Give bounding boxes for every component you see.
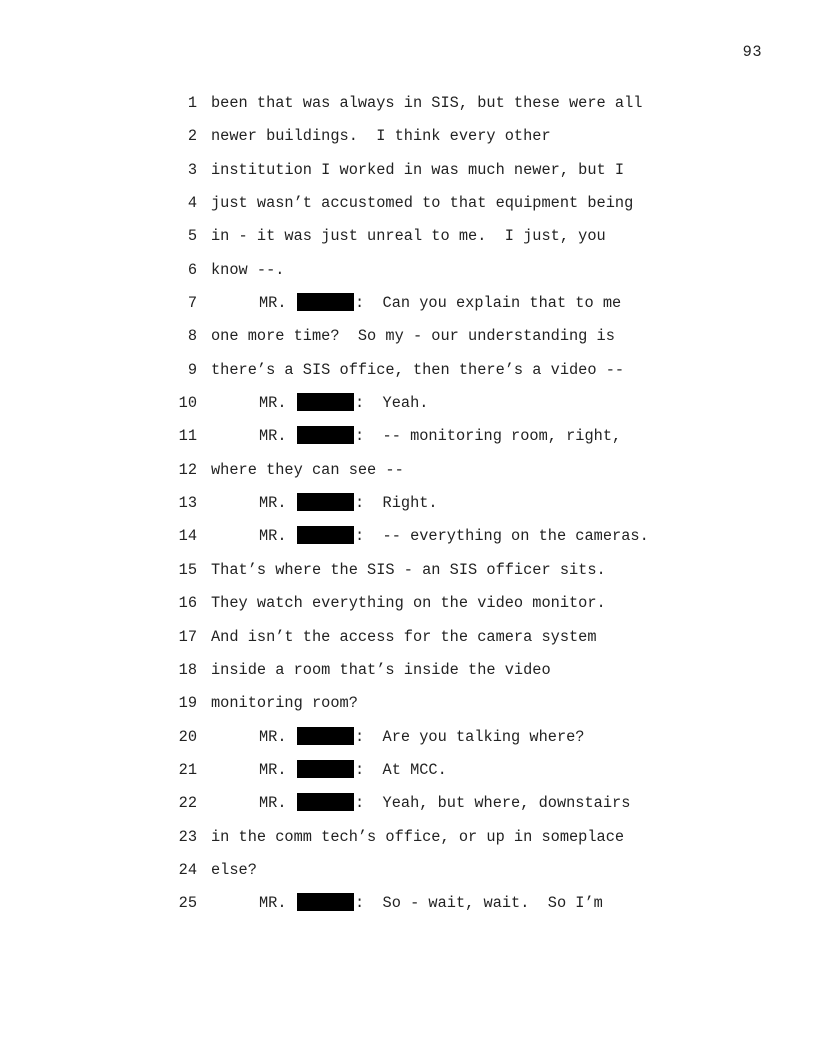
line-text: And isn’t the access for the camera system [211,627,597,646]
speaker-title: MR. [259,760,287,779]
line-number: 1 [187,94,197,112]
line-number: 23 [178,827,197,846]
transcript-line [0,293,816,326]
speaker-title: MR. [259,394,287,413]
line-text: monitoring room? [211,694,358,713]
line-number: 6 [187,260,197,279]
transcript-line [0,93,816,126]
transcript-line [0,526,816,559]
line-number: 20 [178,727,197,746]
line-text: where they can see -- [211,460,404,479]
line-text: else? [211,860,257,879]
transcript-line [0,727,816,760]
transcript-line [0,260,816,293]
line-text: inside a room that’s inside the video [211,660,551,679]
transcript-line [0,593,816,626]
speaker-label [259,393,355,413]
speaker-label [259,893,355,913]
line-number: 24 [178,860,197,879]
speaker-text: : Right. [355,494,438,513]
redaction-block [297,760,354,778]
line-number: 11 [178,427,197,446]
line-text: there’s a SIS office, then there’s a video -- [211,360,625,379]
line-number: 9 [187,360,197,379]
line-text: in the comm tech’s office, or up in someplace [211,827,625,846]
speaker-text: : -- everything on the cameras. [355,527,649,546]
line-number: 8 [187,327,197,346]
redaction-block [297,526,354,544]
redaction-block [297,293,354,311]
line-text: in - it was just unreal to me. I just, you [211,227,606,246]
line-text: been that was always in SIS, but these were all [211,94,643,112]
transcript-line [0,460,816,493]
speaker-title: MR. [259,294,287,313]
line-text: That’s where the SIS - an SIS officer sits. [211,560,606,579]
transcript-line [0,760,816,793]
transcript-line [0,627,816,660]
line-number: 19 [178,694,197,713]
line-text: one more time? So my - our understanding is [211,327,615,346]
speaker-text: : Are you talking where? [355,727,585,746]
transcript-line [0,560,816,593]
line-text: They watch everything on the video monitor. [211,594,606,613]
transcript-line [0,893,816,926]
line-text: know --. [211,260,285,279]
line-number: 4 [187,194,197,213]
line-number: 13 [178,494,197,513]
speaker-label [259,426,355,446]
speaker-label [259,793,355,813]
speaker-text: : Can you explain that to me [355,294,622,313]
redaction-block [297,393,354,411]
redaction-block [297,793,354,811]
transcript-line [0,393,816,426]
line-text: just wasn’t accustomed to that equipment being [211,194,634,213]
transcript-line [0,693,816,726]
speaker-title: MR. [259,527,287,546]
page-number: 93 [742,43,762,61]
speaker-text: : Yeah. [355,394,429,413]
line-number: 21 [178,760,197,779]
transcript-line [0,493,816,526]
line-number: 18 [178,660,197,679]
transcript-line [0,160,816,193]
speaker-title: MR. [259,894,287,913]
line-number: 22 [178,794,197,813]
speaker-title: MR. [259,494,287,513]
transcript-line [0,793,816,826]
transcript-line [0,426,816,459]
line-number: 25 [178,894,197,913]
transcript-line [0,860,816,893]
speaker-text: : At MCC. [355,760,447,779]
speaker-text: : Yeah, but where, downstairs [355,794,631,813]
redaction-block [297,493,354,511]
redaction-block [297,426,354,444]
line-number: 3 [187,160,197,179]
speaker-title: MR. [259,427,287,446]
speaker-label [259,760,355,780]
line-text: institution I worked in was much newer, but I [211,160,625,179]
transcript-body [0,93,816,927]
line-number: 17 [178,627,197,646]
line-number: 12 [178,460,197,479]
line-number: 10 [178,394,197,413]
transcript-line [0,827,816,860]
transcript-line [0,193,816,226]
speaker-label [259,526,355,546]
transcript-line [0,360,816,393]
transcript-line [0,126,816,159]
speaker-label [259,493,355,513]
line-number: 15 [178,560,197,579]
line-number: 14 [178,527,197,546]
redaction-block [297,727,354,745]
speaker-title: MR. [259,727,287,746]
speaker-text: : So - wait, wait. So I’m [355,894,603,913]
speaker-label [259,293,355,313]
transcript-line [0,660,816,693]
transcript-line [0,326,816,359]
transcript-line [0,226,816,259]
line-text: newer buildings. I think every other [211,127,551,146]
speaker-text: : -- monitoring room, right, [355,427,622,446]
line-number: 5 [187,227,197,246]
line-number: 2 [187,127,197,146]
speaker-label [259,727,355,747]
line-number: 16 [178,594,197,613]
line-number: 7 [187,294,197,313]
speaker-title: MR. [259,794,287,813]
redaction-block [297,893,354,911]
